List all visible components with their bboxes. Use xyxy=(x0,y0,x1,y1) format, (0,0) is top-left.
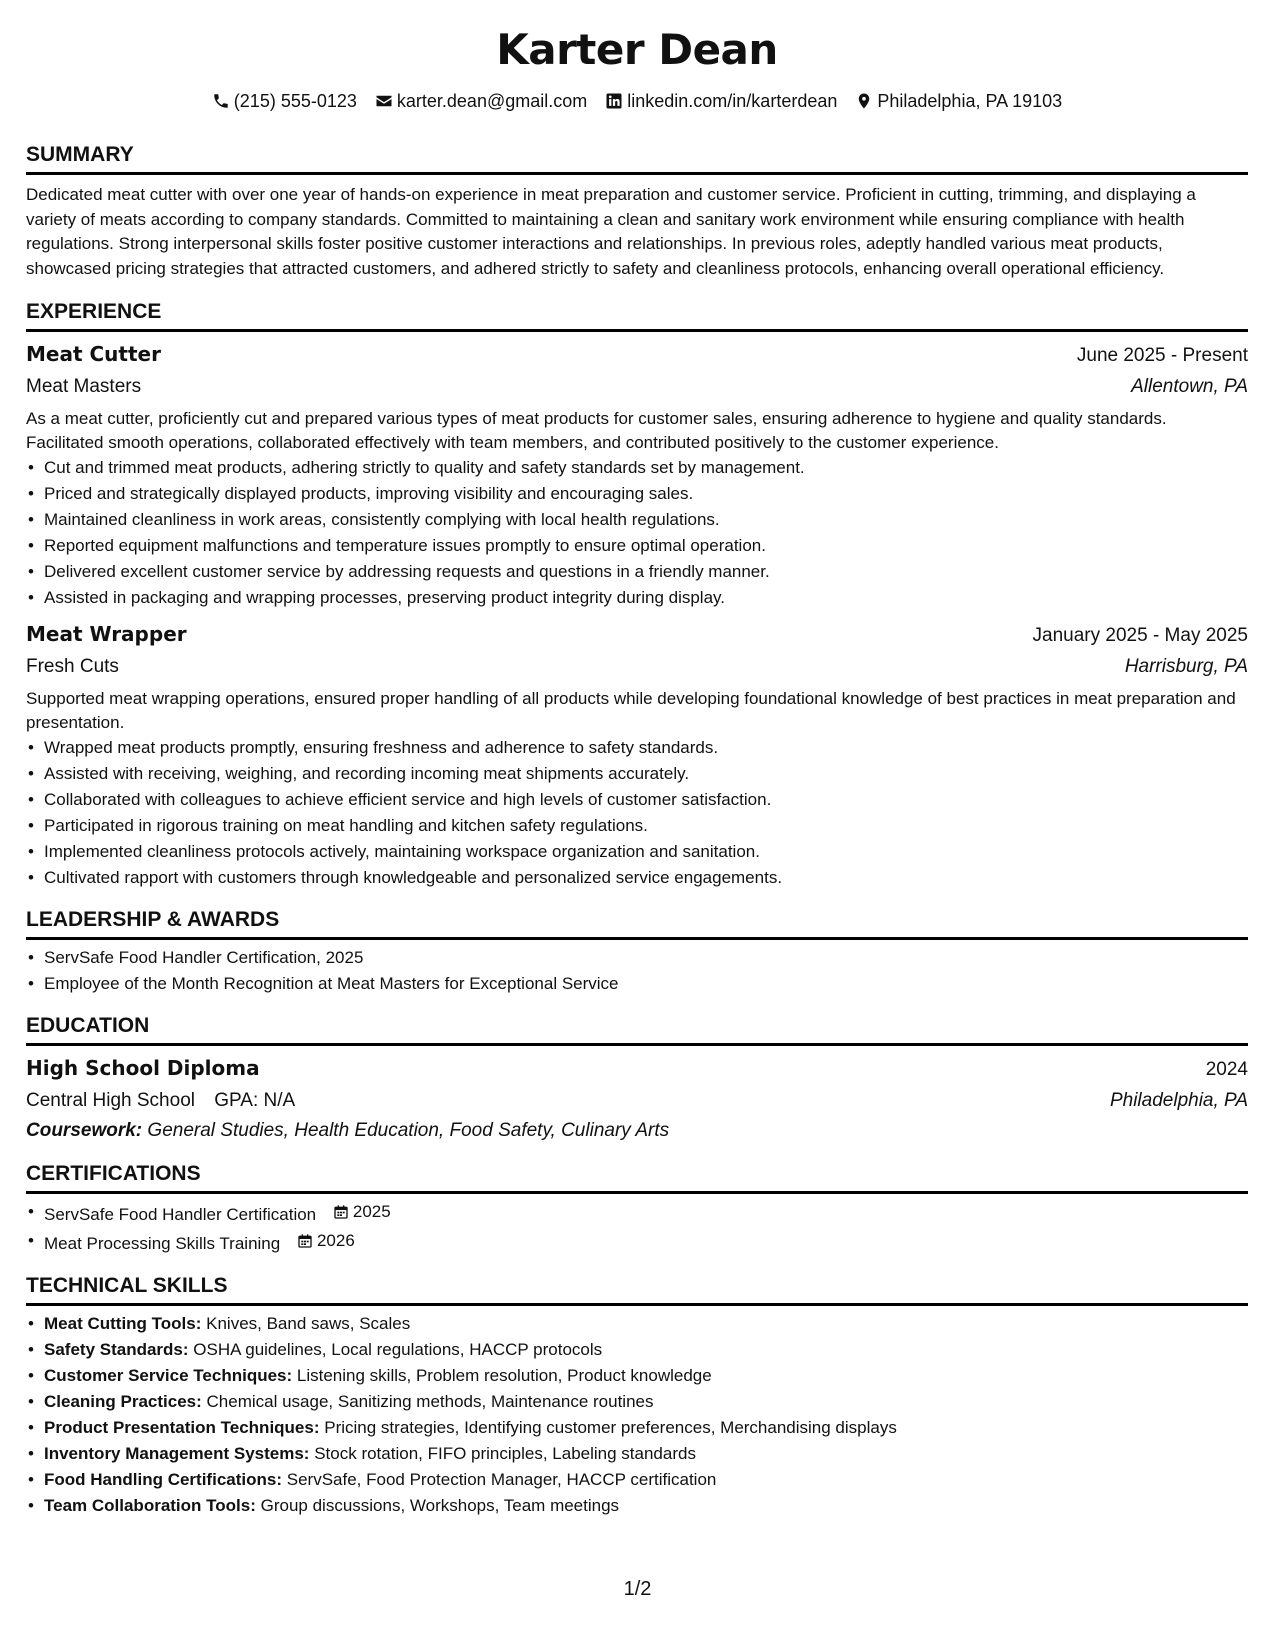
list-item xyxy=(26,1363,1248,1389)
skills-list xyxy=(26,1311,1248,1519)
list-item: • ServSafe Food Handler Certification, 2025 xyxy=(26,945,1248,971)
summary-heading: SUMMARY xyxy=(26,142,1248,175)
cert-year: 2025 xyxy=(352,1202,391,1221)
certifications-heading: CERTIFICATIONS xyxy=(26,1161,1248,1194)
contact-location xyxy=(855,90,1062,112)
list-item: • Wrapped meat products promptly, ensuring freshness and adherence to safety standards. xyxy=(26,735,1248,761)
cert-name: ServSafe Food Handler Certification xyxy=(44,1205,317,1224)
resume-page xyxy=(26,0,1248,1519)
experience-heading: EXPERIENCE xyxy=(26,299,1248,332)
cert-name: Meat Processing Skills Training xyxy=(44,1234,281,1253)
leadership-list xyxy=(26,945,1248,997)
list-item xyxy=(26,1441,1248,1467)
skill-label: Inventory Management Systems: xyxy=(44,1444,310,1463)
envelope-icon xyxy=(375,92,393,110)
coursework-list: General Studies, Health Education, Food Safety, Culinary Arts xyxy=(147,1120,670,1141)
list-item xyxy=(26,1415,1248,1441)
list-item: • Participated in rigorous training on meat handling and kitchen safety regulations. xyxy=(26,813,1248,839)
list-item xyxy=(26,1337,1248,1363)
skills-heading: TECHNICAL SKILLS xyxy=(26,1273,1248,1306)
skill-label: Food Handling Certifications: xyxy=(44,1470,282,1489)
list-item xyxy=(26,1199,1248,1228)
calendar-icon xyxy=(333,1204,349,1220)
job-bullets xyxy=(26,735,1248,891)
skill-label: Customer Service Techniques: xyxy=(44,1366,293,1385)
skill-value: Pricing strategies, Identifying customer preferences, Merchandising displays xyxy=(324,1418,897,1437)
school-location: Philadelphia, PA xyxy=(1109,1090,1248,1111)
coursework xyxy=(26,1117,1248,1145)
list-item xyxy=(26,1311,1248,1337)
job-location: Harrisburg, PA xyxy=(1124,656,1248,677)
education-year: 2024 xyxy=(1205,1059,1248,1080)
phone-text: (215) 555-0123 xyxy=(233,91,357,111)
list-item: • Collaborated with colleagues to achieve efficient service and high levels of customer satisfaction. xyxy=(26,787,1248,813)
list-item xyxy=(26,1493,1248,1519)
skill-value: OSHA guidelines, Local regulations, HACCP protocols xyxy=(193,1340,603,1359)
list-item: • Priced and strategically displayed products, improving visibility and encouraging sales. xyxy=(26,481,1248,507)
skill-value: ServSafe, Food Protection Manager, HACCP certification xyxy=(286,1470,717,1489)
education-heading: EDUCATION xyxy=(26,1013,1248,1046)
job-title: Meat Cutter xyxy=(26,342,161,366)
job-dates: January 2025 - May 2025 xyxy=(1032,625,1248,646)
degree: High School Diploma xyxy=(26,1056,260,1080)
job-entry-2 xyxy=(26,619,1248,891)
job-entry-1 xyxy=(26,339,1248,611)
linkedin-icon xyxy=(605,92,623,110)
leadership-heading: LEADERSHIP & AWARDS xyxy=(26,907,1248,940)
page-number: 1/2 xyxy=(623,1578,652,1600)
job-description: As a meat cutter, proficiently cut and prepared various types of meat products for customer sales, ensuring adherence to hygiene and quality standards. Facilitated smooth operations, collaborated effectively with team members, and contributed positively to the customer experience. xyxy=(26,409,1167,452)
email-text: karter.dean@gmail.com xyxy=(396,91,588,111)
list-item: • Assisted with receiving, weighing, and recording incoming meat shipments accurately. xyxy=(26,761,1248,787)
list-item: • Implemented cleanliness protocols actively, maintaining workspace organization and sanitation. xyxy=(26,839,1248,865)
school-name: Central High School xyxy=(26,1090,195,1111)
list-item: • Employee of the Month Recognition at Meat Masters for Exceptional Service xyxy=(26,971,1248,997)
job-company: Fresh Cuts xyxy=(26,656,119,677)
list-item xyxy=(26,1389,1248,1415)
linkedin-text: linkedin.com/in/karterdean xyxy=(627,91,838,111)
skill-value: Chemical usage, Sanitizing methods, Maintenance routines xyxy=(206,1392,654,1411)
list-item: • Delivered excellent customer service by addressing requests and questions in a friendly manner. xyxy=(26,559,1248,585)
candidate-name: Karter Dean xyxy=(496,25,778,74)
skill-label: Product Presentation Techniques: xyxy=(44,1418,320,1437)
map-marker-icon xyxy=(855,92,873,110)
job-title: Meat Wrapper xyxy=(26,622,187,646)
list-item: • Assisted in packaging and wrapping processes, preserving product integrity during display. xyxy=(26,585,1248,611)
education-entry xyxy=(26,1053,1248,1145)
location-text: Philadelphia, PA 19103 xyxy=(877,91,1063,111)
job-dates: June 2025 - Present xyxy=(1076,345,1248,366)
skill-label: Meat Cutting Tools: xyxy=(44,1314,202,1333)
job-company: Meat Masters xyxy=(26,376,142,397)
contact-email[interactable] xyxy=(375,90,587,112)
skill-label: Team Collaboration Tools: xyxy=(44,1496,256,1515)
list-item: • Reported equipment malfunctions and temperature issues promptly to ensure optimal operation. xyxy=(26,533,1248,559)
cert-year: 2026 xyxy=(316,1231,355,1250)
skill-value: Stock rotation, FIFO principles, Labeling standards xyxy=(314,1444,696,1463)
skill-value: Group discussions, Workshops, Team meetings xyxy=(260,1496,620,1515)
contact-linkedin[interactable] xyxy=(605,90,837,112)
gpa: GPA: N/A xyxy=(214,1090,296,1111)
summary-text: Dedicated meat cutter with over one year of hands-on experience in meat preparation and customer service. Proficient in cutting, trimming, and displaying a variety of meats according to company standards. Committed to maintaining a clean and sanitary work environment while ensuring compliance with health regulations. Strong interpersonal skills foster positive customer interactions and relationships. In previous roles, adeptly handled various meat products, showcased pricing strategies that attracted customers, and adhered strictly to safety and cleanliness protocols, enhancing overall operational efficiency. xyxy=(26,185,1196,278)
contact-bar xyxy=(26,90,1248,112)
list-item: • Cultivated rapport with customers through knowledgeable and personalized service engagements. xyxy=(26,865,1248,891)
certifications-list xyxy=(26,1199,1248,1257)
list-item: • Cut and trimmed meat products, adhering strictly to quality and safety standards set by management. xyxy=(26,455,1248,481)
skill-label: Cleaning Practices: xyxy=(44,1392,202,1411)
list-item xyxy=(26,1228,1248,1257)
phone-icon xyxy=(212,92,230,110)
list-item: • Maintained cleanliness in work areas, consistently complying with local health regulations. xyxy=(26,507,1248,533)
job-location: Allentown, PA xyxy=(1131,376,1248,397)
skill-value: Knives, Band saws, Scales xyxy=(206,1314,411,1333)
job-description: Supported meat wrapping operations, ensured proper handling of all products while developing foundational knowledge of best practices in meat preparation and presentation. xyxy=(26,689,1236,732)
skill-value: Listening skills, Problem resolution, Product knowledge xyxy=(296,1366,712,1385)
coursework-label: Coursework: xyxy=(26,1120,143,1141)
calendar-icon xyxy=(297,1233,313,1249)
skill-label: Safety Standards: xyxy=(44,1340,189,1359)
contact-phone[interactable] xyxy=(212,90,357,112)
job-bullets xyxy=(26,455,1248,611)
list-item xyxy=(26,1467,1248,1493)
